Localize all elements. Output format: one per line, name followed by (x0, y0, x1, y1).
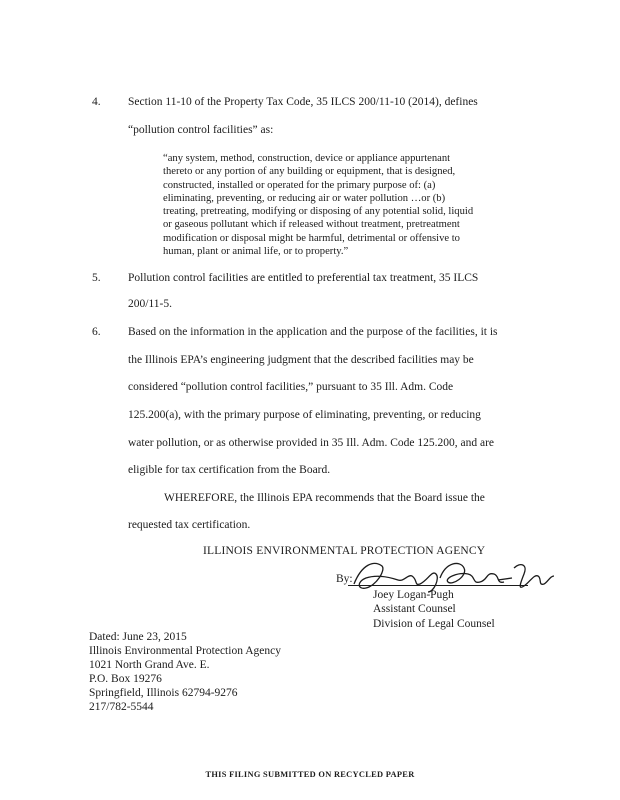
item-number-4: 4. (92, 96, 101, 108)
signature-line (348, 585, 528, 586)
item-6-line-3: considered “pollution control facilities,” pursuant to 35 Ill. Adm. Code (128, 381, 454, 393)
item-5-line-2: 200/11-5. (128, 298, 172, 310)
item-6-line-1: Based on the information in the application and the purpose of the facilities, it is (128, 326, 498, 338)
item-6-line-2: the Illinois EPA’s engineering judgment that the described facilities may be (128, 354, 474, 366)
item-6-line-6: eligible for tax certification from the Board. (128, 464, 331, 476)
address-line: 1021 North Grand Ave. E. (89, 659, 210, 671)
wherefore-line-1: WHEREFORE, the Illinois EPA recommends that the Board issue the (164, 492, 485, 504)
item-number-5: 5. (92, 272, 101, 284)
item-6-line-4: 125.200(a), with the primary purpose of eliminating, preventing, or reducing (128, 409, 481, 421)
statutory-quote (163, 152, 523, 258)
phone-line: 217/782-5544 (89, 701, 154, 713)
quote-line: or gaseous pollutant which if released without treatment, pretreatment (163, 219, 460, 231)
item-4-line-1: Section 11-10 of the Property Tax Code, 35 ILCS 200/11-10 (2014), defines (128, 96, 478, 108)
address-line: Illinois Environmental Protection Agency (89, 645, 281, 657)
item-5-line-1: Pollution control facilities are entitled to preferential tax treatment, 35 ILCS (128, 272, 479, 284)
recycled-paper-footer: THIS FILING SUBMITTED ON RECYCLED PAPER (205, 770, 415, 779)
item-6-line-5: water pollution, or as otherwise provided in 35 Ill. Adm. Code 125.200, and are (128, 437, 495, 449)
quote-line: eliminating, preventing, or reducing air or water pollution …or (b) (163, 192, 446, 204)
quote-line: “any system, method, construction, device or appliance appurtenant (163, 153, 451, 164)
agency-name: ILLINOIS ENVIRONMENTAL PROTECTION AGENCY (203, 545, 486, 557)
signer-name: Joey Logan-Pugh (373, 589, 454, 601)
quote-line: modification or disposal might be harmful, detrimental or offensive to (163, 232, 460, 244)
quote-line: human, plant or animal life, or to property.” (163, 246, 349, 258)
quote-line: thereto or any portion of any building or equipment, that is designed, (163, 166, 456, 178)
address-line: Springfield, Illinois 62794-9276 (89, 687, 238, 699)
signer-division: Division of Legal Counsel (373, 618, 495, 630)
item-number-6: 6. (92, 326, 101, 338)
item-4-line-2: “pollution control facilities” as: (128, 124, 274, 136)
dated-line: Dated: June 23, 2015 (89, 631, 187, 643)
quote-line: constructed, installed or operated for the primary purpose of: (a) (163, 179, 436, 191)
wherefore-line-2: requested tax certification. (128, 519, 251, 531)
quote-line: treating, pretreating, modifying or disposing of any potential solid, liquid (163, 206, 474, 218)
signer-title: Assistant Counsel (373, 603, 456, 615)
by-label: By: (336, 573, 353, 585)
address-line: P.O. Box 19276 (89, 673, 162, 685)
